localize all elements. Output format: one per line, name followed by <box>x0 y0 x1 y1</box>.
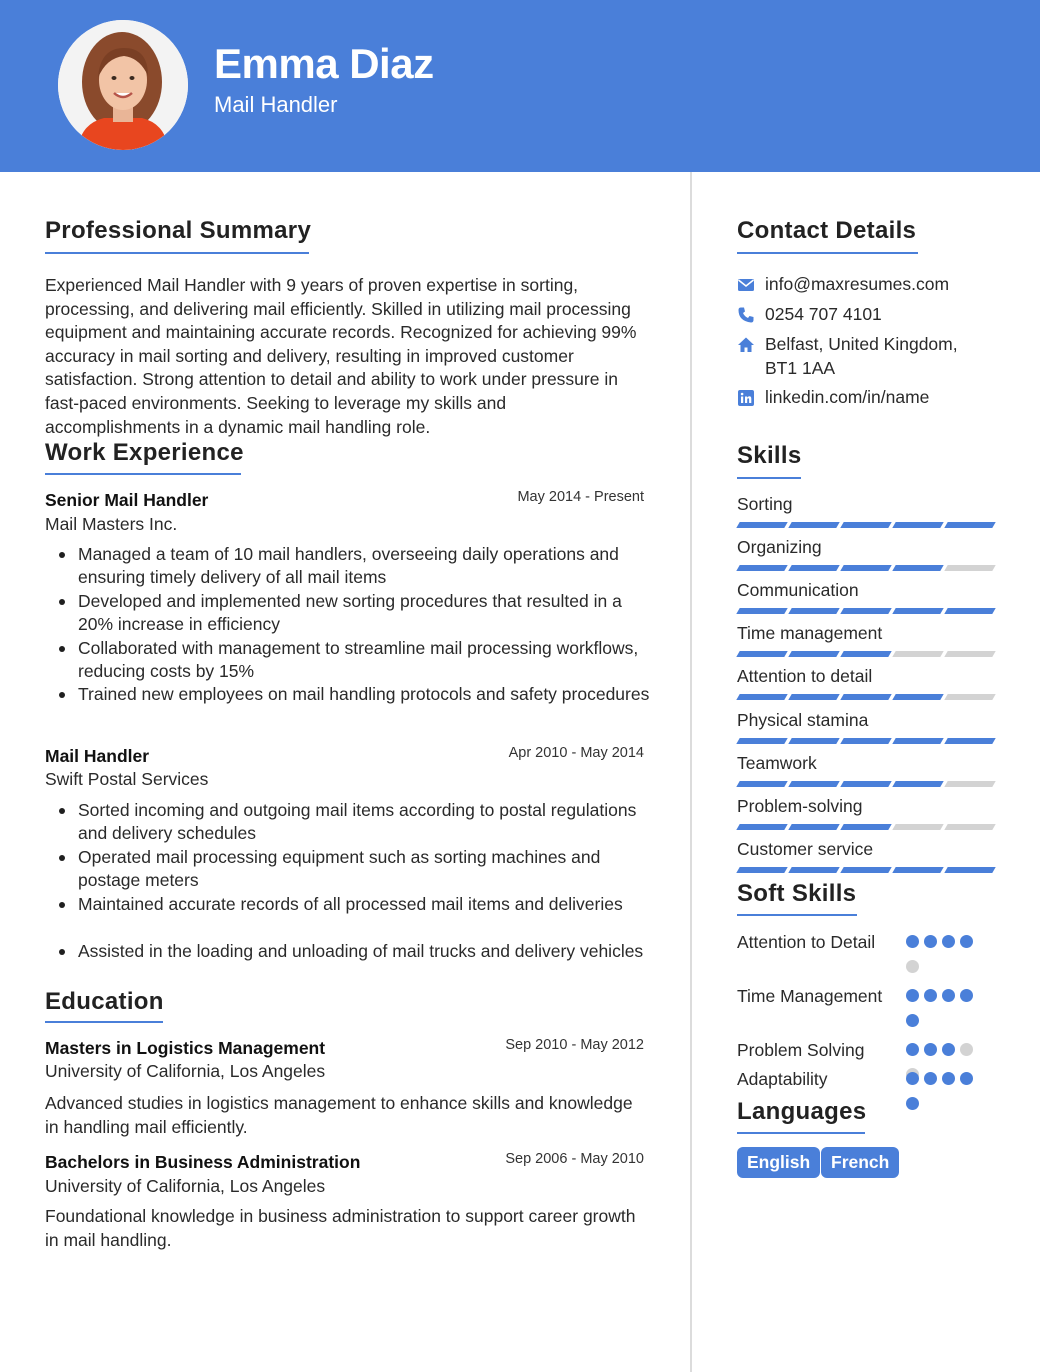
column-divider <box>690 172 692 1372</box>
list-item: Maintained accurate records of all processed mail items and deliveries <box>45 893 655 916</box>
skills-heading: Skills <box>737 442 802 469</box>
skill-level-bar <box>738 694 994 700</box>
skill-level-bar <box>738 781 994 787</box>
rating-dot <box>960 935 973 948</box>
rating-dot <box>942 935 955 948</box>
skill-level-segment <box>892 867 943 873</box>
skill-level-segment <box>840 781 891 787</box>
degree-title: Masters in Logistics Management <box>45 1038 326 1058</box>
rating-dot <box>906 989 919 1002</box>
skill-level-segment <box>840 651 891 657</box>
contact-email-text: info@maxresumes.com <box>765 274 950 294</box>
list-item: Operated mail processing equipment such as sorting machines and postage meters <box>45 846 655 893</box>
summary-heading: Professional Summary <box>45 217 312 244</box>
skill-level-segment <box>788 694 839 700</box>
skill-level-segment <box>736 824 787 830</box>
list-item: Assisted in the loading and unloading of mail trucks and delivery vehicles <box>45 940 655 963</box>
job-title: Mail Handler <box>45 746 150 766</box>
soft-skill-rating <box>906 1072 986 1110</box>
job-title: Senior Mail Handler <box>45 490 209 510</box>
languages-underline <box>737 1132 865 1134</box>
contact-linkedin-text: linkedin.com/in/name <box>765 387 930 407</box>
degree-dates: Sep 2010 - May 2012 <box>505 1037 644 1053</box>
school-name: University of California, Los Angeles <box>45 1061 326 1081</box>
rating-dot <box>942 989 955 1002</box>
experience-underline <box>45 473 241 475</box>
skill-level-segment <box>788 824 839 830</box>
rating-dot <box>960 1043 973 1056</box>
skill-name: Problem-solving <box>737 795 863 816</box>
skill-name: Communication <box>737 580 859 601</box>
skill-level-segment <box>736 738 787 744</box>
rating-dot <box>906 1043 919 1056</box>
rating-dot <box>906 1072 919 1085</box>
skill-level-segment <box>892 781 943 787</box>
skill-level-segment <box>892 694 943 700</box>
skill-level-segment <box>788 522 839 528</box>
skill-level-segment <box>788 781 839 787</box>
skill-level-segment <box>840 565 891 571</box>
skill-level-bar <box>738 738 994 744</box>
soft-skill-name: Adaptability <box>737 1069 828 1089</box>
degree-title: Bachelors in Business Administration <box>45 1152 361 1172</box>
skill-level-bar <box>738 651 994 657</box>
skill-level-segment <box>736 651 787 657</box>
skill-name: Time management <box>737 623 883 644</box>
rating-dot <box>960 989 973 1002</box>
skill-level-segment <box>840 824 891 830</box>
job-company: Mail Masters Inc. <box>45 514 178 534</box>
job-company: Swift Postal Services <box>45 769 209 789</box>
skill-level-bar <box>738 522 994 528</box>
job-bullets <box>45 799 655 963</box>
skill-level-segment <box>892 824 943 830</box>
skill-name: Customer service <box>737 838 874 859</box>
skill-level-segment <box>944 608 995 614</box>
school-name: University of California, Los Angeles <box>45 1176 326 1196</box>
contact-phone-text: 0254 707 4101 <box>765 304 882 324</box>
education-underline <box>45 1021 163 1023</box>
candidate-name: Emma Diaz <box>214 40 434 87</box>
home-icon <box>737 336 755 354</box>
skill-level-segment <box>840 522 891 528</box>
skill-level-segment <box>944 651 995 657</box>
job-bullets <box>45 543 655 707</box>
skill-level-segment <box>944 824 995 830</box>
skill-level-segment <box>788 867 839 873</box>
languages-heading: Languages <box>737 1098 867 1125</box>
skill-level-segment <box>788 608 839 614</box>
degree-dates: Sep 2006 - May 2010 <box>505 1151 644 1167</box>
skill-level-segment <box>944 522 995 528</box>
soft-skill-rating <box>906 989 986 1027</box>
skill-name: Physical stamina <box>737 709 869 730</box>
rating-dot <box>906 960 919 973</box>
contact-heading: Contact Details <box>737 217 917 244</box>
skill-level-segment <box>944 781 995 787</box>
skill-name: Organizing <box>737 537 822 558</box>
list-item: Sorted incoming and outgoing mail items according to postal regulations and delivery schedules <box>45 799 655 846</box>
skill-level-segment <box>840 738 891 744</box>
rating-dot <box>942 1072 955 1085</box>
skill-level-segment <box>892 522 943 528</box>
skill-level-segment <box>944 565 995 571</box>
education-heading: Education <box>45 988 164 1015</box>
language-badge: English <box>737 1147 820 1178</box>
rating-dot <box>924 1072 937 1085</box>
rating-dot <box>906 1097 919 1110</box>
skill-level-segment <box>736 694 787 700</box>
skill-name: Sorting <box>737 494 793 514</box>
skill-level-segment <box>892 738 943 744</box>
skill-level-segment <box>788 651 839 657</box>
soft-skills-underline <box>737 914 857 916</box>
contact-underline <box>737 252 918 254</box>
job-dates: May 2014 - Present <box>517 489 644 505</box>
soft-skill-name: Attention to Detail <box>737 932 876 952</box>
summary-text: Experienced Mail Handler with 9 years of proven expertise in sorting, processing, and delivering mail efficiently. Skilled in utilizing mail processing equipment and maintaining accurate records. Recognized for achieving 99% accuracy in mail sorting and delivery, resulting in improved customer satisfaction. Strong attention to detail and ability to work under pressure in fast-paced environments. Seeking to leverage my skills and accomplishments in a dynamic mail handling role. <box>45 275 637 437</box>
rating-dot <box>960 1072 973 1085</box>
rating-dot <box>906 935 919 948</box>
skill-level-segment <box>788 738 839 744</box>
soft-skills-heading: Soft Skills <box>737 880 857 907</box>
skill-level-segment <box>892 651 943 657</box>
rating-dot <box>906 1014 919 1027</box>
avatar <box>58 20 188 150</box>
skill-level-segment <box>788 565 839 571</box>
skill-level-bar <box>738 565 994 571</box>
list-item: Trained new employees on mail handling protocols and safety procedures <box>45 683 655 706</box>
rating-dot <box>924 989 937 1002</box>
soft-skill-name: Problem Solving <box>737 1040 865 1060</box>
phone-icon <box>737 306 755 324</box>
job-dates: Apr 2010 - May 2014 <box>508 745 644 761</box>
skill-level-segment <box>944 867 995 873</box>
skill-level-bar <box>738 608 994 614</box>
skill-level-segment <box>840 694 891 700</box>
skill-level-segment <box>736 781 787 787</box>
skill-level-segment <box>944 738 995 744</box>
envelope-icon <box>737 276 755 294</box>
skill-level-segment <box>892 608 943 614</box>
linkedin-icon <box>737 389 755 407</box>
skill-level-bar <box>738 867 994 873</box>
skill-level-segment <box>840 608 891 614</box>
skill-level-bar <box>738 824 994 830</box>
rating-dot <box>924 1043 937 1056</box>
skill-name: Teamwork <box>737 752 817 773</box>
skill-name: Attention to detail <box>737 666 873 687</box>
skill-level-segment <box>736 522 787 528</box>
rating-dot <box>924 935 937 948</box>
list-item: Developed and implemented new sorting procedures that resulted in a 20% increase in efficiency <box>45 590 655 637</box>
candidate-title: Mail Handler <box>214 92 338 117</box>
skill-level-segment <box>892 565 943 571</box>
contact-address-text: Belfast, United Kingdom, BT1 1AA <box>765 334 958 378</box>
list-item: Collaborated with management to streamline mail processing workflows, reducing costs by 15% <box>45 637 655 684</box>
language-badge: French <box>821 1147 899 1178</box>
soft-skill-name: Time Management <box>737 986 883 1006</box>
skills-underline <box>737 477 801 479</box>
skill-level-segment <box>736 565 787 571</box>
degree-description: Foundational knowledge in business administration to support career growth in mail handling. <box>45 1206 636 1250</box>
summary-underline <box>45 252 309 254</box>
list-item: Managed a team of 10 mail handlers, overseeing daily operations and ensuring timely delivery of all mail items <box>45 543 655 590</box>
rating-dot <box>942 1043 955 1056</box>
skill-level-segment <box>840 867 891 873</box>
degree-description: Advanced studies in logistics management to enhance skills and knowledge in handling mail efficiently. <box>45 1093 633 1137</box>
skill-level-segment <box>944 694 995 700</box>
header-banner <box>0 0 1040 172</box>
skill-level-segment <box>736 867 787 873</box>
skill-level-segment <box>736 608 787 614</box>
experience-heading: Work Experience <box>45 439 244 466</box>
soft-skill-rating <box>906 935 986 973</box>
